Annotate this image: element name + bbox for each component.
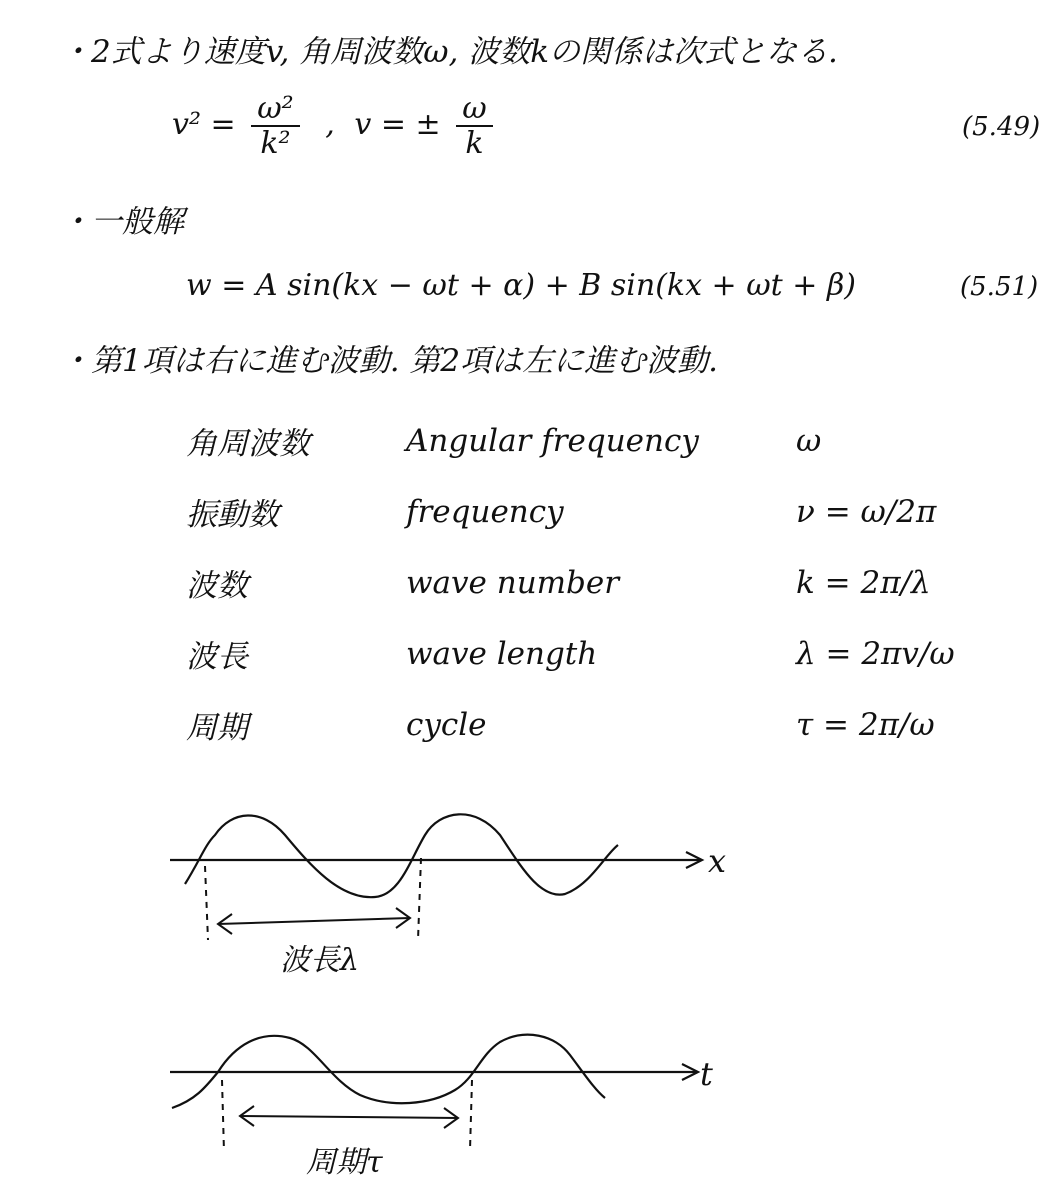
vocab-english: cycle: [406, 706, 487, 743]
eq1-left-denominator: k²: [260, 126, 291, 161]
period-span-arrow: [240, 1116, 458, 1118]
eq1-separator: ,: [325, 107, 335, 142]
vocab-english: wave number: [406, 564, 620, 601]
equation-number-5-49: (5.49): [962, 112, 1041, 142]
vocab-row: [186, 476, 1026, 547]
vocab-row: [186, 618, 1026, 689]
period-right-marker: [470, 1080, 472, 1150]
vocab-symbol: ω: [796, 422, 822, 459]
vocab-japanese: 角周波数: [186, 426, 310, 462]
eq1-right-lhs: v = ±: [354, 107, 441, 142]
vocab-english: frequency: [406, 493, 564, 530]
wavelength-left-marker: [205, 866, 208, 940]
time-wave-diagram: [0, 1010, 760, 1200]
period-label: 周期τ: [306, 1145, 383, 1180]
vocab-english: Angular frequency: [406, 422, 699, 459]
equation-number-5-51: (5.51): [960, 272, 1039, 302]
space-wave-diagram: [0, 800, 760, 990]
vocab-row: [186, 405, 1026, 476]
wavelength-right-marker: [418, 858, 421, 940]
vocab-japanese: 波数: [186, 568, 248, 604]
vocab-japanese: 波長: [186, 639, 248, 675]
eq1-left-lhs: v² =: [172, 107, 236, 142]
vocabulary-table: [186, 405, 1026, 760]
x-axis-label: x: [708, 842, 727, 880]
relation-text: ・2式より速度v, 角周波数ω, 波数kの関係は次式となる.: [60, 34, 838, 70]
vocab-symbol: τ = 2π/ω: [796, 706, 935, 743]
wavelength-span-arrow: [218, 918, 410, 924]
terms-description: ・第1項は右に進む波動. 第2項は左に進む波動.: [60, 343, 719, 379]
vocab-symbol: k = 2π/λ: [796, 564, 931, 601]
equation-5-51: w = A sin(kx − ωt + α) + B sin(kx + ωt + β): [186, 268, 856, 303]
vocab-japanese: 周期: [186, 710, 248, 746]
vocab-row: [186, 689, 1026, 760]
vocab-row: [186, 547, 1026, 618]
sine-wave-curve: [185, 814, 618, 897]
eq1-right-denominator: k: [465, 126, 484, 161]
general-solution-heading: ・一般解: [60, 204, 184, 240]
wavelength-label: 波長λ: [280, 943, 360, 978]
t-axis-label: t: [700, 1055, 713, 1093]
vocab-japanese: 振動数: [186, 497, 279, 533]
eq1-left-fraction: [251, 92, 300, 160]
vocab-symbol: λ = 2πv/ω: [796, 635, 955, 672]
vocab-symbol: ν = ω/2π: [796, 493, 937, 530]
vocab-english: wave length: [406, 635, 598, 672]
eq1-left-numerator: ω²: [251, 92, 300, 127]
equation-5-49: [172, 92, 499, 160]
period-left-marker: [222, 1080, 224, 1152]
eq1-right-fraction: [456, 92, 492, 160]
eq1-right-numerator: ω: [456, 92, 492, 127]
